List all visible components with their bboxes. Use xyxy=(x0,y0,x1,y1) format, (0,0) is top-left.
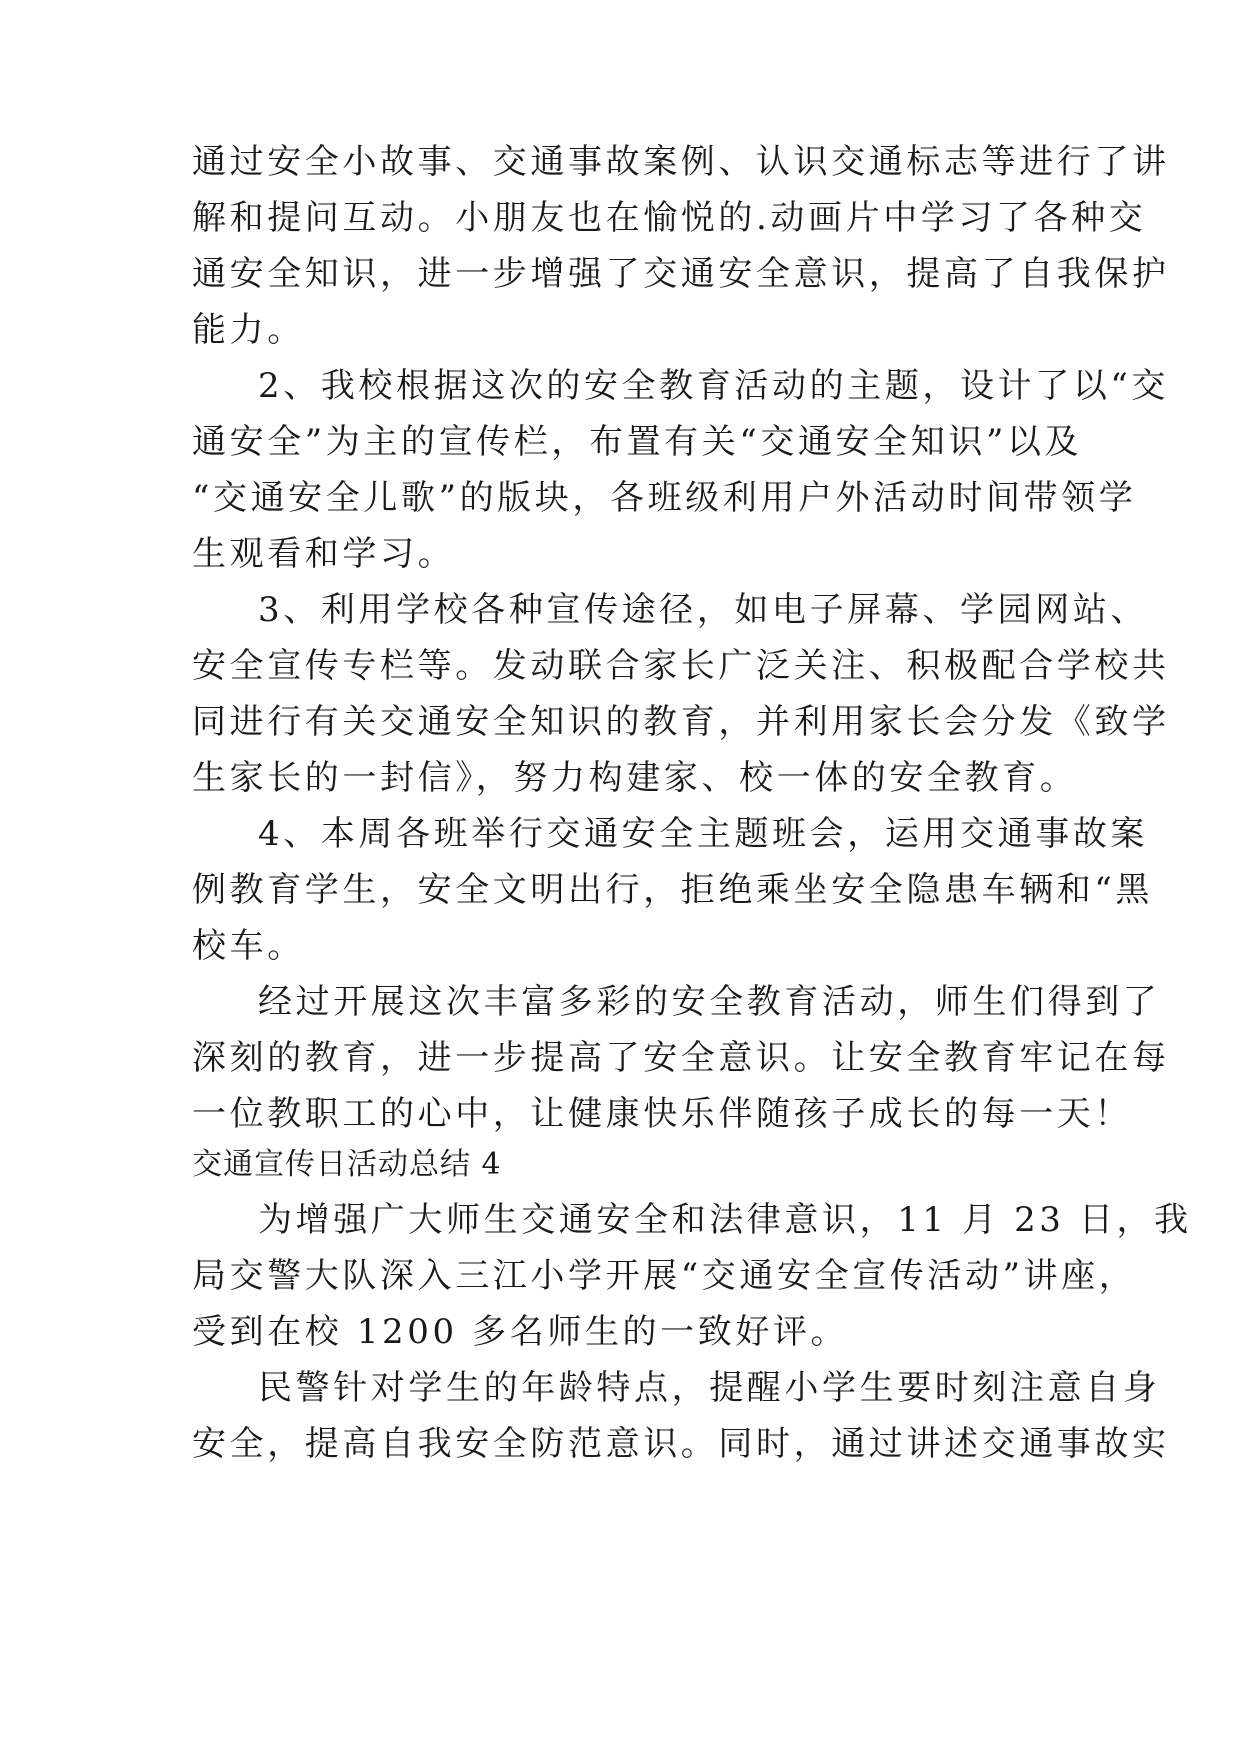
text-line: 生家长的一封信》，努力构建家、校一体的安全教育。 xyxy=(192,758,1078,798)
text-line: 一位教职工的心中，让健康快乐伴随孩子成长的每一天！ xyxy=(192,1094,1132,1134)
text-line: 能力。 xyxy=(192,310,305,350)
text-line: 同进行有关交通安全知识的教育，并利用家长会分发《致学 xyxy=(192,702,1170,742)
text-line: 安全宣传专栏等。发动联合家长广泛关注、积极配合学校共 xyxy=(192,646,1170,686)
text-line: 3、利用学校各种宣传途径，如电子屏幕、学园网站、 xyxy=(258,590,1149,630)
text-line: 局交警大队深入三江小学开展“交通安全宣传活动”讲座， xyxy=(192,1256,1137,1296)
text-line: “交通安全儿歌”的版块，各班级利用户外活动时间带领学 xyxy=(192,478,1137,518)
text-line: 安全，提高自我安全防范意识。同时，通过讲述交通事故实 xyxy=(192,1424,1170,1464)
text-line: 通安全知识，进一步增强了交通安全意识，提高了自我保护 xyxy=(192,254,1170,294)
text-line: 校车。 xyxy=(192,926,305,966)
text-line: 解和提问互动。小朋友也在愉悦的.动画片中学习了各种交 xyxy=(192,198,1147,238)
text-line: 民警针对学生的年龄特点，提醒小学生要时刻注意自身 xyxy=(258,1368,1161,1408)
section-heading: 交通宣传日活动总结 4 xyxy=(192,1147,502,1182)
text-line: 2、我校根据这次的安全教育活动的主题，设计了以“交 xyxy=(258,366,1170,406)
text-line: 4、本周各班举行交通安全主题班会，运用交通事故案 xyxy=(258,814,1149,854)
text-line: 例教育学生，安全文明出行，拒绝乘坐安全隐患车辆和“黑 xyxy=(192,870,1153,910)
text-line: 通过安全小故事、交通事故案例、认识交通标志等进行了讲 xyxy=(192,142,1170,182)
text-line: 经过开展这次丰富多彩的安全教育活动，师生们得到了 xyxy=(258,982,1161,1022)
text-line: 生观看和学习。 xyxy=(192,534,456,574)
text-line: 通安全”为主的宣传栏，布置有关“交通安全知识”以及 xyxy=(192,422,1083,462)
text-line: 受到在校 1200 多名师生的一致好评。 xyxy=(192,1312,849,1352)
text-line: 深刻的教育，进一步提高了安全意识。让安全教育牢记在每 xyxy=(192,1038,1170,1078)
text-line: 为增强广大师生交通安全和法律意识，11 月 23 日，我 xyxy=(258,1200,1192,1240)
